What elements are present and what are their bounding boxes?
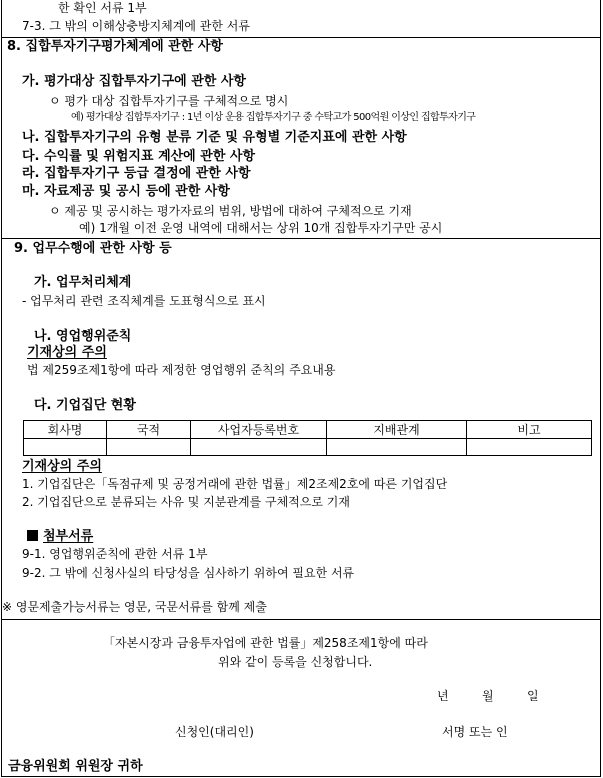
square-bullet-icon xyxy=(27,530,38,541)
sec9-note-1: 1. 기업집단은「독점규제 및 공정거래에 관한 법률」제2조제2호에 따른 기업집단 xyxy=(22,477,448,491)
sec8-da: 다. 수익률 및 위험지표 계산에 관한 사항 xyxy=(22,149,256,164)
applicant-label: 신청인(대리인) xyxy=(175,725,254,739)
col-control-relation: 지배관계 xyxy=(327,421,467,439)
section-8-title: 8. 집합투자기구평가체계에 관한 사항 xyxy=(7,39,223,54)
col-nationality: 국적 xyxy=(107,421,191,439)
sec8-na: 나. 집합투자기구의 유형 분류 기준 및 유형별 기준지표에 관한 사항 xyxy=(22,130,407,145)
table-cell[interactable] xyxy=(327,439,467,456)
foreign-docs-note: ※ 영문제출가능서류는 영문, 국문서류를 함께 제출 xyxy=(2,600,267,614)
sec8-ga-title: 가. 평가대상 집합투자기구에 관한 사항 xyxy=(22,74,246,89)
sec9-da-title: 다. 기업집단 현황 xyxy=(34,398,136,413)
sec9-ga-title: 가. 업무처리체계 xyxy=(34,275,132,290)
corporate-group-table xyxy=(23,420,592,456)
sec8-ma-example: 예) 1개월 이전 운영 내역에 대해서는 상위 10개 집합투자기구만 공시 xyxy=(79,221,443,235)
table-header-row xyxy=(24,421,592,439)
date-day-label: 일 xyxy=(527,689,539,703)
col-remarks: 비고 xyxy=(467,421,592,439)
table-cell[interactable] xyxy=(467,439,592,456)
sec8-ga-example: 예) 평가대상 집합투자기구 : 1년 이상 운용 집합투자기구 중 수탁고가 500억원 이상인 집합투자기구 xyxy=(71,112,476,123)
signature-label: 서명 또는 인 xyxy=(442,725,508,739)
sec9-na-note-title: 기재상의 주의 xyxy=(27,345,107,360)
table-row xyxy=(24,439,592,456)
section-divider xyxy=(1,37,601,38)
apply-line: 위와 같이 등록을 신청합니다. xyxy=(218,655,373,669)
col-business-number: 사업자등록번호 xyxy=(191,421,327,439)
date-month-label: 월 xyxy=(482,689,494,703)
doc-line: 한 확인 서류 1부 xyxy=(58,1,147,15)
table-cell[interactable] xyxy=(107,439,191,456)
sec9-ga-text: - 업무처리 관련 조직체계를 도표형식으로 표시 xyxy=(22,294,266,308)
col-company-name: 회사명 xyxy=(24,421,107,439)
addressee: 금융위원회 위원장 귀하 xyxy=(8,759,143,774)
attachments-heading xyxy=(27,530,93,543)
section-divider xyxy=(1,238,601,239)
sec8-ra: 라. 집합투자기구 등급 결정에 관한 사항 xyxy=(22,166,251,181)
table-cell[interactable] xyxy=(191,439,327,456)
date-year-label: 년 xyxy=(437,689,449,703)
sec9-na-note-text: 법 제259조제1항에 따라 제정한 영업행위 준칙의 주요내용 xyxy=(27,363,336,377)
section-9-title: 9. 업무수행에 관한 사항 등 xyxy=(14,241,172,256)
attachment-1: 9-1. 영업행위준칙에 관한 서류 1부 xyxy=(22,547,208,561)
table-cell[interactable] xyxy=(24,439,107,456)
section-divider xyxy=(1,619,601,620)
sec9-note-2: 2. 기업집단으로 분류되는 사유 및 지분관계를 구체적으로 기재 xyxy=(22,495,350,509)
attachments-title: 첨부서류 xyxy=(43,529,94,544)
law-line: 「자본시장과 금융투자업에 관한 법률」제258조제1항에 따라 xyxy=(103,636,428,650)
sec8-ma-bullet: ㅇ 제공 및 공시하는 평가자료의 범위, 방법에 대하여 구체적으로 기재 xyxy=(49,204,412,218)
sec8-ga-bullet: ㅇ 평가 대상 집합투자기구를 구체적으로 명시 xyxy=(49,94,289,108)
attachment-2: 9-2. 그 밖에 신청사실의 타당성을 심사하기 위하여 필요한 서류 xyxy=(22,566,355,580)
sec8-ma-title: 마. 자료제공 및 공시 등에 관한 사항 xyxy=(22,184,230,199)
sec9-na-title: 나. 영업행위준칙 xyxy=(34,329,132,344)
doc-line: 7-3. 그 밖의 이해상충방지체계에 관한 서류 xyxy=(22,19,250,33)
sec9-note-title: 기재상의 주의 xyxy=(22,459,102,474)
